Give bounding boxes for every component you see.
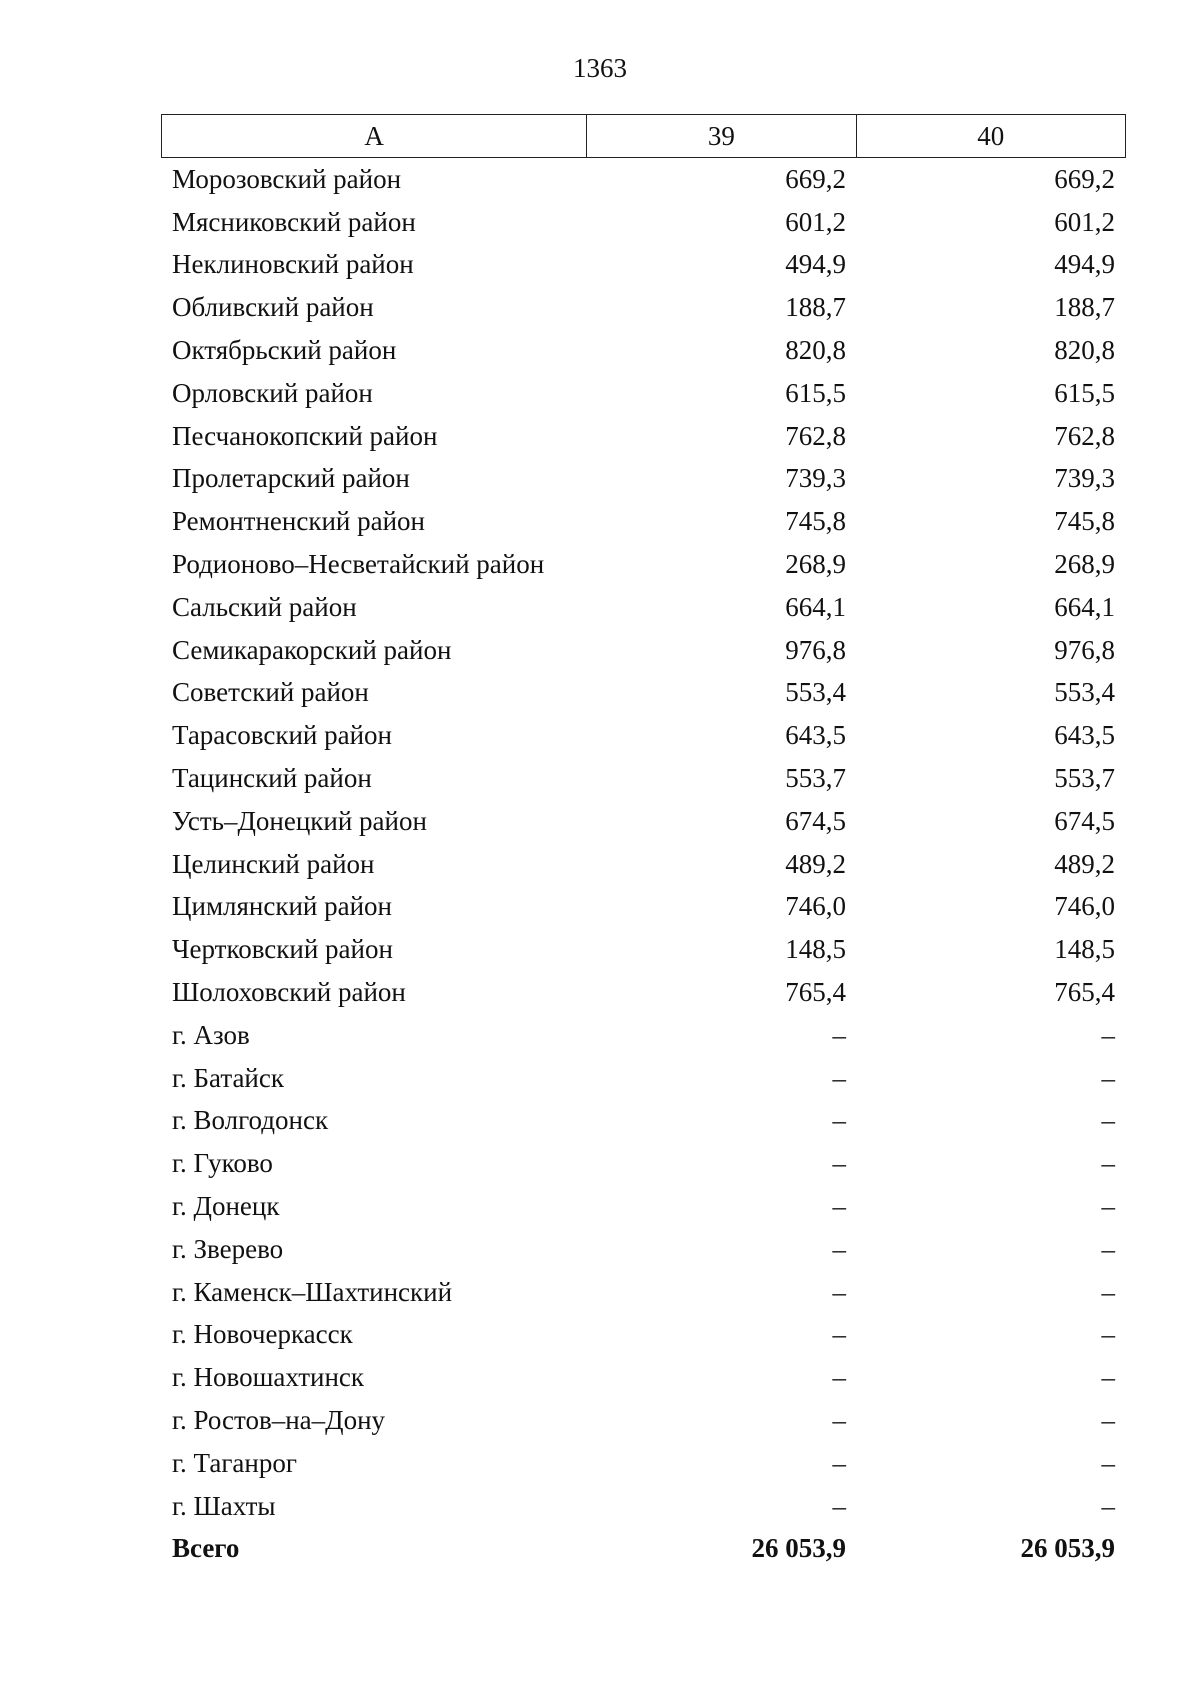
row-value-40: – bbox=[1101, 1062, 1115, 1093]
row-value-39: – bbox=[832, 1276, 846, 1307]
row-name: г. Ростов–на–Дону bbox=[172, 1405, 386, 1435]
row-value-40: – bbox=[1101, 1105, 1115, 1136]
total-value-39: 26 053,9 bbox=[751, 1533, 846, 1564]
row-value-39: 664,1 bbox=[785, 591, 846, 622]
row-value-40: – bbox=[1101, 1490, 1115, 1521]
row-value-39: 976,8 bbox=[785, 634, 846, 665]
row-value-40: 745,8 bbox=[1054, 506, 1115, 537]
row-value-39: 601,2 bbox=[785, 206, 846, 237]
row-name: Цимлянский район bbox=[172, 891, 393, 922]
row-name: Октябрьский район bbox=[172, 335, 397, 366]
table-row bbox=[161, 1442, 1126, 1485]
row-value-39: – bbox=[832, 1148, 846, 1179]
row-name: г. Новочеркасск bbox=[172, 1319, 353, 1350]
total-value-40: 26 053,9 bbox=[1020, 1533, 1115, 1564]
data-table bbox=[161, 114, 1126, 1570]
total-label: Всего bbox=[172, 1533, 240, 1564]
row-name: г. Новошахтинск bbox=[172, 1362, 364, 1393]
table-row bbox=[161, 672, 1126, 715]
row-value-39: 494,9 bbox=[785, 249, 846, 280]
row-name: г. Шахты bbox=[172, 1490, 276, 1521]
table-row bbox=[161, 800, 1126, 843]
row-value-40: 615,5 bbox=[1054, 377, 1115, 408]
row-name: Ремонтненский район bbox=[172, 506, 425, 537]
row-name: г. Гуково bbox=[172, 1148, 273, 1179]
row-value-39: – bbox=[832, 1319, 846, 1350]
row-value-40: 188,7 bbox=[1054, 292, 1115, 323]
page-number: 1363 bbox=[573, 53, 627, 83]
row-value-40: – bbox=[1101, 1019, 1115, 1050]
table-row bbox=[161, 1100, 1126, 1143]
row-name: г. Таганрог bbox=[172, 1447, 297, 1478]
row-value-39: 553,4 bbox=[785, 677, 846, 708]
row-value-39: 643,5 bbox=[785, 720, 846, 751]
table-row bbox=[161, 886, 1126, 929]
row-value-40: 765,4 bbox=[1054, 977, 1115, 1008]
row-name: Сальский район bbox=[172, 591, 357, 622]
row-value-39: – bbox=[832, 1019, 846, 1050]
table-row bbox=[161, 843, 1126, 886]
row-name: Чертковский район bbox=[172, 934, 393, 965]
row-value-39: 745,8 bbox=[785, 506, 846, 537]
table-row bbox=[161, 1185, 1126, 1228]
row-value-40: – bbox=[1101, 1362, 1115, 1393]
table-row bbox=[161, 1228, 1126, 1271]
row-value-39: 489,2 bbox=[785, 848, 846, 879]
row-value-39: – bbox=[832, 1362, 846, 1393]
row-value-40: 669,2 bbox=[1054, 163, 1115, 194]
row-value-39: 746,0 bbox=[785, 891, 846, 922]
row-value-40: 643,5 bbox=[1054, 720, 1115, 751]
table-total-row bbox=[161, 1528, 1126, 1571]
table-row bbox=[161, 1399, 1126, 1442]
table-row bbox=[161, 1014, 1126, 1057]
table-row bbox=[161, 757, 1126, 800]
row-value-39: 765,4 bbox=[785, 977, 846, 1008]
row-value-40: – bbox=[1101, 1191, 1115, 1222]
row-value-39: – bbox=[832, 1405, 846, 1435]
row-value-39: 268,9 bbox=[785, 549, 846, 580]
row-name: Пролетарский район bbox=[172, 463, 410, 494]
table-row bbox=[161, 1485, 1126, 1528]
table-row bbox=[161, 1356, 1126, 1399]
row-value-40: 820,8 bbox=[1054, 335, 1115, 366]
row-name: Шолоховский район bbox=[172, 977, 406, 1008]
row-value-39: 762,8 bbox=[785, 420, 846, 451]
row-name: г. Азов bbox=[172, 1019, 250, 1050]
row-value-40: – bbox=[1101, 1233, 1115, 1264]
row-value-40: – bbox=[1101, 1319, 1115, 1350]
row-name: Морозовский район bbox=[172, 163, 402, 194]
table-row bbox=[161, 158, 1126, 201]
row-value-40: 746,0 bbox=[1054, 891, 1115, 922]
table-header-row bbox=[161, 114, 1126, 158]
row-value-39: – bbox=[832, 1447, 846, 1478]
header-cell-40: 40 bbox=[977, 120, 1005, 151]
row-value-39: – bbox=[832, 1191, 846, 1222]
row-value-39: 553,7 bbox=[785, 763, 846, 794]
table-row bbox=[161, 1057, 1126, 1100]
table-row bbox=[161, 201, 1126, 244]
row-value-39: – bbox=[832, 1490, 846, 1521]
table-row bbox=[161, 928, 1126, 971]
header-cell-a: А bbox=[162, 115, 587, 157]
table-row bbox=[161, 971, 1126, 1014]
row-name: Родионово–Несветайский район bbox=[172, 549, 545, 580]
row-name: Целинский район bbox=[172, 848, 375, 879]
header-cell-39: 39 bbox=[587, 115, 856, 157]
table-row bbox=[161, 586, 1126, 629]
row-value-40: 762,8 bbox=[1054, 420, 1115, 451]
row-value-40: – bbox=[1101, 1148, 1115, 1179]
row-value-40: 148,5 bbox=[1054, 934, 1115, 965]
row-value-40: – bbox=[1101, 1447, 1115, 1478]
row-value-40: – bbox=[1101, 1405, 1115, 1435]
table-body bbox=[161, 158, 1126, 1528]
table-row bbox=[161, 244, 1126, 287]
row-name: Тацинский район bbox=[172, 763, 372, 794]
table-row bbox=[161, 629, 1126, 672]
row-value-39: 739,3 bbox=[785, 463, 846, 494]
row-value-39: 669,2 bbox=[785, 163, 846, 194]
row-value-39: 188,7 bbox=[785, 292, 846, 323]
row-name: г. Волгодонск bbox=[172, 1105, 329, 1136]
table-row bbox=[161, 1314, 1126, 1357]
table-row bbox=[161, 329, 1126, 372]
row-value-39: 615,5 bbox=[785, 377, 846, 408]
row-value-39: – bbox=[832, 1233, 846, 1264]
table-row bbox=[161, 372, 1126, 415]
row-name: Песчанокопский район bbox=[172, 420, 438, 451]
row-name: Мясниковский район bbox=[172, 206, 416, 237]
row-value-40: 674,5 bbox=[1054, 805, 1115, 836]
row-value-40: 739,3 bbox=[1054, 463, 1115, 494]
row-value-40: 664,1 bbox=[1054, 591, 1115, 622]
row-name: г. Батайск bbox=[172, 1062, 284, 1093]
row-name: Обливский район bbox=[172, 292, 374, 323]
table-row bbox=[161, 458, 1126, 501]
table-row bbox=[161, 543, 1126, 586]
row-value-40: 268,9 bbox=[1054, 549, 1115, 580]
row-value-39: 820,8 bbox=[785, 335, 846, 366]
row-value-39: 674,5 bbox=[785, 805, 846, 836]
table-row bbox=[161, 415, 1126, 458]
row-value-40: – bbox=[1101, 1276, 1115, 1307]
table-row bbox=[161, 1271, 1126, 1314]
table-row bbox=[161, 500, 1126, 543]
row-name: Неклиновский район bbox=[172, 249, 414, 280]
row-name: г. Каменск–Шахтинский bbox=[172, 1276, 453, 1307]
row-value-40: 976,8 bbox=[1054, 634, 1115, 665]
row-name: Советский район bbox=[172, 677, 369, 708]
row-name: Усть–Донецкий район bbox=[172, 805, 427, 836]
row-value-39: – bbox=[832, 1105, 846, 1136]
row-value-40: 489,2 bbox=[1054, 848, 1115, 879]
row-name: г. Донецк bbox=[172, 1191, 280, 1222]
row-value-40: 553,4 bbox=[1054, 677, 1115, 708]
row-value-39: 148,5 bbox=[785, 934, 846, 965]
row-value-40: 494,9 bbox=[1054, 249, 1115, 280]
row-name: г. Зверево bbox=[172, 1233, 284, 1264]
row-name: Тарасовский район bbox=[172, 720, 392, 751]
table-row bbox=[161, 714, 1126, 757]
row-name: Семикаракорский район bbox=[172, 634, 452, 665]
table-row bbox=[161, 1142, 1126, 1185]
row-value-40: 553,7 bbox=[1054, 763, 1115, 794]
row-value-39: – bbox=[832, 1062, 846, 1093]
row-name: Орловский район bbox=[172, 377, 373, 408]
table-row bbox=[161, 286, 1126, 329]
row-value-40: 601,2 bbox=[1054, 206, 1115, 237]
